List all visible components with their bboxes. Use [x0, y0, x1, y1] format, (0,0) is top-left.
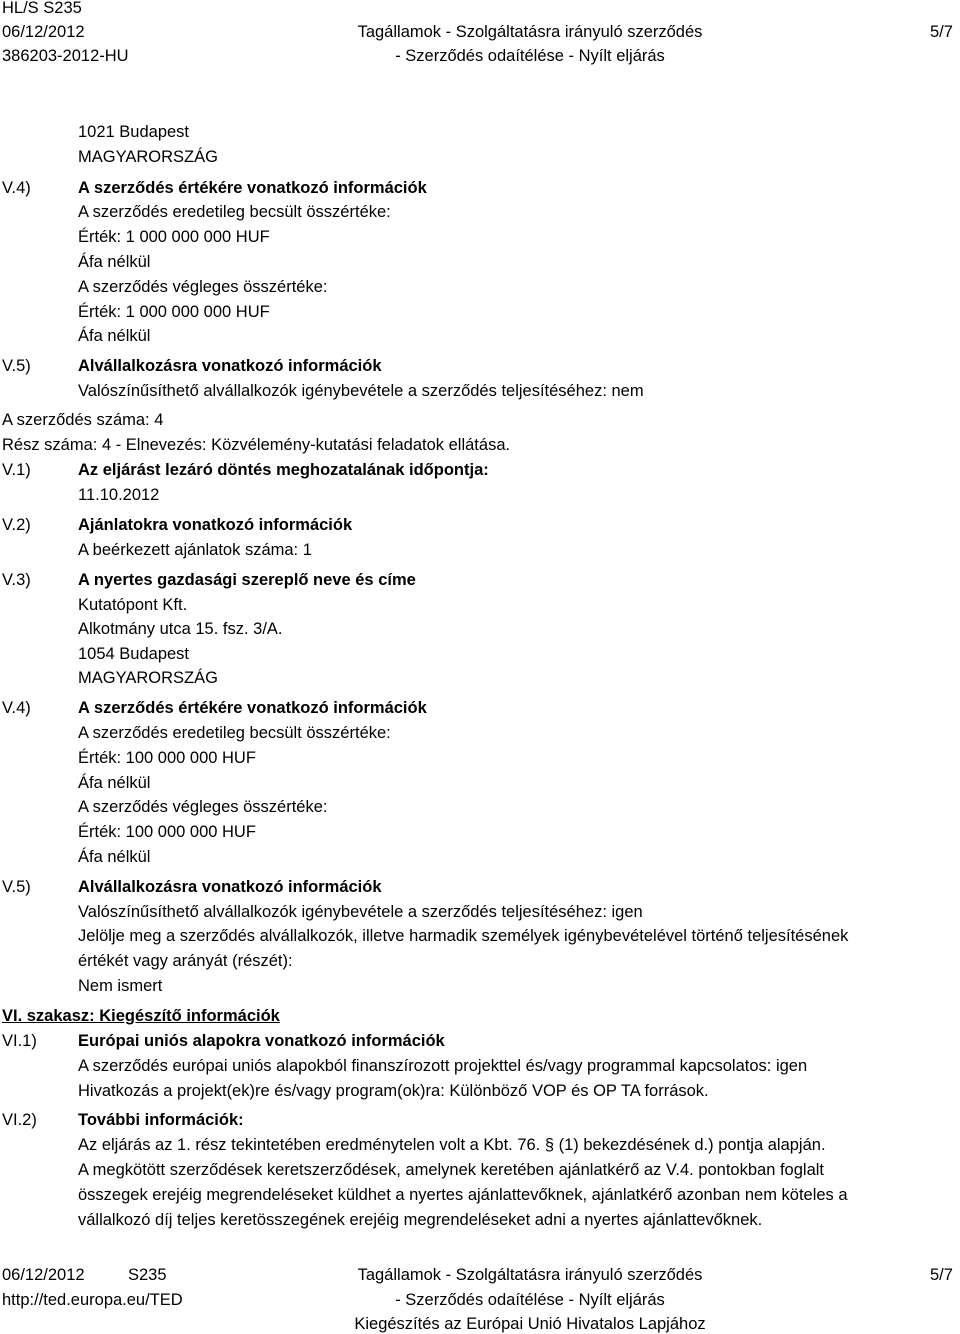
v3-street: Alkotmány utca 15. fsz. 3/A.	[78, 620, 283, 638]
v5-ask-line-1: Jelölje meg a szerződés alvállalkozók, illetve harmadik személyek igénybevételével történő teljesítésének	[78, 927, 849, 945]
footer-subtitle: - Szerződés odaítélése - Nyílt eljárás	[395, 1291, 665, 1309]
vi1-reference: Hivatkozás a projekt(ek)re és/vagy program(ok)ra: Különböző VOP és OP TA források.	[78, 1082, 709, 1100]
v1-date: 11.10.2012	[78, 486, 160, 504]
prev-orig-vat: Áfa nélkül	[78, 253, 151, 271]
v4-final-label: A szerződés végleges összértéke:	[78, 798, 328, 816]
v4-heading: A szerződés értékére vonatkozó információk	[78, 699, 427, 717]
v3-name: Kutatópont Kft.	[78, 596, 188, 614]
vi2-line-2: A megkötött szerződések keretszerződések, amelynek keretében ajánlatkérő az V.4. pontokban foglalt	[78, 1161, 824, 1179]
header-date: 06/12/2012	[2, 23, 85, 41]
v5-number: V.5)	[2, 878, 31, 896]
footer-series: S235	[128, 1266, 167, 1284]
v5-text: Valószínűsíthető alvállalkozók igénybevétele a szerződés teljesítéséhez: igen	[78, 903, 643, 921]
footer-page-number: 5/7	[930, 1266, 953, 1284]
v1-number: V.1)	[2, 461, 31, 479]
v2-heading: Ajánlatokra vonatkozó információk	[78, 516, 353, 534]
v4-final-vat: Áfa nélkül	[78, 848, 151, 866]
v5-answer: Nem ismert	[78, 977, 163, 995]
vi1-text: A szerződés európai uniós alapokból finanszírozott projekttel és/vagy programmal kapcsolatos: igen	[78, 1057, 808, 1075]
v3-country: MAGYARORSZÁG	[78, 669, 218, 687]
vi2-heading: További információk:	[78, 1111, 244, 1129]
v2-text: A beérkezett ajánlatok száma: 1	[78, 541, 312, 559]
footer-url: http://ted.europa.eu/TED	[2, 1291, 183, 1309]
prev-v5-number: V.5)	[2, 357, 31, 375]
v3-city: 1054 Budapest	[78, 645, 190, 663]
vi2-number: VI.2)	[2, 1111, 37, 1129]
vi2-line-3: összegek erejéig megrendeléseket küldhet a nyertes ajánlattevőknek, ajánlatkérő azonban nem köteles a	[78, 1186, 848, 1204]
header-subtitle: - Szerződés odaítélése - Nyílt eljárás	[395, 47, 665, 65]
prev-v4-heading: A szerződés értékére vonatkozó információk	[78, 179, 427, 197]
contract-part: Rész száma: 4 - Elnevezés: Közvélemény-kutatási feladatok ellátása.	[2, 436, 511, 454]
prev-orig-label: A szerződés eredetileg becsült összértéke:	[78, 203, 391, 221]
prev-country: MAGYARORSZÁG	[78, 148, 218, 166]
prev-v5-heading: Alvállalkozásra vonatkozó információk	[78, 357, 382, 375]
header-title: Tagállamok - Szolgáltatásra irányuló szerződés	[357, 23, 703, 41]
v5-heading: Alvállalkozásra vonatkozó információk	[78, 878, 382, 896]
footer-date: 06/12/2012	[2, 1266, 85, 1284]
vi2-line-4: vállalkozó díj teljes keretösszegének erejéig megrendeléseket adni a nyertes ajánlattevőknek.	[78, 1211, 763, 1229]
prev-city: 1021 Budapest	[78, 123, 190, 141]
prev-v4-number: V.4)	[2, 179, 31, 197]
prev-v5-text: Valószínűsíthető alvállalkozók igénybevétele a szerződés teljesítéséhez: nem	[78, 382, 644, 400]
vi1-number: VI.1)	[2, 1032, 37, 1050]
prev-final-value: Érték: 1 000 000 000 HUF	[78, 303, 270, 321]
v4-final-value: Érték: 100 000 000 HUF	[78, 823, 256, 841]
vi1-heading: Európai uniós alapokra vonatkozó információk	[78, 1032, 445, 1050]
footer-supplement: Kiegészítés az Európai Unió Hivatalos Lapjához	[354, 1315, 706, 1333]
header-ref: 386203-2012-HU	[2, 47, 129, 65]
v4-orig-label: A szerződés eredetileg becsült összértéke:	[78, 724, 391, 742]
v5-ask-line-2: értékét vagy arányát (részét):	[78, 952, 293, 970]
prev-orig-value: Érték: 1 000 000 000 HUF	[78, 228, 270, 246]
v3-number: V.3)	[2, 571, 31, 589]
header-brand: HL/S S235	[2, 0, 82, 17]
v2-number: V.2)	[2, 516, 31, 534]
vi2-line-1: Az eljárás az 1. rész tekintetében eredménytelen volt a Kbt. 76. § (1) bekezdésének d.) pontja alapján.	[78, 1136, 826, 1154]
section-vi-heading: VI. szakasz: Kiegészítő információk	[2, 1007, 280, 1025]
footer-title: Tagállamok - Szolgáltatásra irányuló szerződés	[357, 1266, 703, 1284]
contract-number: A szerződés száma: 4	[2, 411, 164, 429]
v3-heading: A nyertes gazdasági szereplő neve és címe	[78, 571, 416, 589]
header-page-number: 5/7	[930, 23, 953, 41]
prev-final-vat: Áfa nélkül	[78, 327, 151, 345]
v1-heading: Az eljárást lezáró döntés meghozatalának időpontja:	[78, 461, 489, 479]
prev-final-label: A szerződés végleges összértéke:	[78, 278, 328, 296]
v4-number: V.4)	[2, 699, 31, 717]
v4-orig-value: Érték: 100 000 000 HUF	[78, 749, 256, 767]
v4-orig-vat: Áfa nélkül	[78, 774, 151, 792]
